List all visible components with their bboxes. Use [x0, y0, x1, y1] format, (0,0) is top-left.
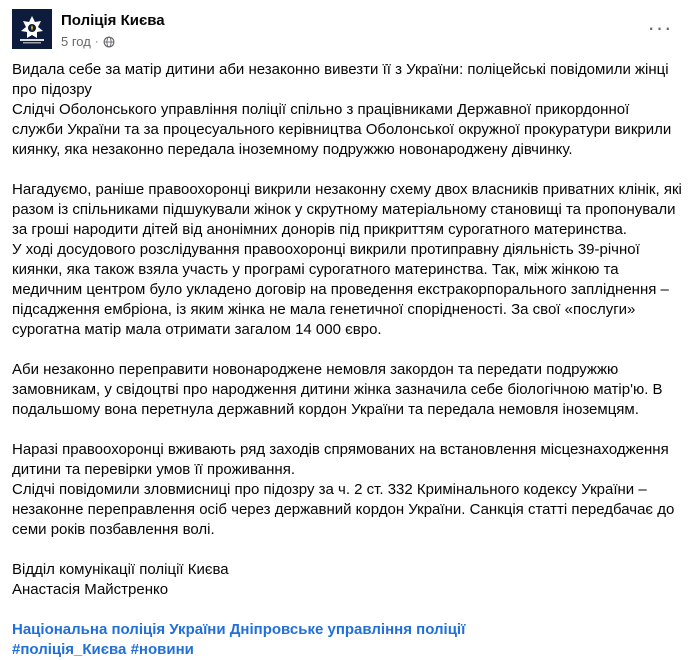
text-line: киянку, яка незаконно передала іноземному подружжю новонароджену дівчинку.	[12, 141, 573, 158]
post-meta	[61, 34, 115, 49]
text-line: подальшому вона перетнула державний кордон України та передала немовля іноземцям.	[12, 401, 639, 418]
hashtag-kyiv-police-link[interactable]: #поліція_Києва	[12, 641, 127, 658]
text-line: У ході досудового розслідування правоохоронці викрили протиправну діяльність 39-річної	[12, 241, 640, 258]
paragraph-background	[12, 180, 680, 340]
hashtag-news-link[interactable]: #новини	[130, 641, 194, 658]
text-line: сурогатна матір мала отримати загалом 14 000 євро.	[12, 321, 382, 338]
text-line: киянки, яка також взяла участь у програмі сурогатного материнства. Так, між жінкою та	[12, 261, 619, 278]
paragraph-details	[12, 360, 680, 420]
tag-national-police-link[interactable]: Національна поліція України	[12, 621, 226, 638]
text-line: Нагадуємо, раніше правоохоронці викрили незаконну схему двох власників приватних клінік, які	[12, 181, 682, 198]
text-line: Наразі правоохоронці вживають ряд заходів спрямованих на встановлення місцезнаходження	[12, 441, 669, 458]
paragraph-intro	[12, 60, 680, 160]
text-line: Видала себе за матір дитини аби незаконно вивезти її з України: поліцейські повідомили жінці	[12, 61, 669, 78]
text-line: разом із спільниками підшукували жінок у скрутному матеріальному становищі та пропонували	[12, 201, 676, 218]
text-line: замовникам, у свідоцтві про народження дитини жінка зазначила себе біологічною матір'ю. В	[12, 381, 663, 398]
text-line: служби України та за процесуального керівництва Оболонської окружної прокуратури викрили	[12, 121, 672, 138]
tags-line	[12, 640, 680, 660]
tags-line	[12, 620, 680, 640]
meta-separator: ·	[94, 35, 99, 48]
post-time[interactable]: 5 год	[61, 34, 91, 49]
text-line: незаконне переправлення осіб через державний кордон України. Санкція статті передбачає до	[12, 501, 675, 518]
more-options-icon[interactable]: ···	[647, 15, 673, 40]
text-line: Слідчі Оболонського управління поліції спільно з працівниками Державної прикордонної	[12, 101, 630, 118]
page-avatar[interactable]	[12, 9, 52, 49]
text-line: за гроші народити дітей від анонімних донорів під прикриттям сурогатного материнства.	[12, 221, 627, 238]
text-line: Аби незаконно переправити новонароджене немовля закордон та передати подружжю	[12, 361, 619, 378]
text-line: Анастасія Майстренко	[12, 581, 169, 598]
paragraph-signature	[12, 560, 680, 600]
text-line: медичним центром було укладено договір на проведення екстракорпорального запліднення –	[12, 281, 669, 298]
text-line: семи років позбавлення волі.	[12, 521, 215, 538]
tag-dnipro-police-link[interactable]: Дніпровське управління поліції	[229, 621, 466, 638]
text-line: підсадження ембріона, із яким жінка не мала генетичної спорідненості. За свої «послуги»	[12, 301, 636, 318]
police-logo-icon	[12, 9, 52, 49]
text-line: Слідчі повідомили зловмисниці про підозру за ч. 2 ст. 332 Кримінального кодексу України –	[12, 481, 647, 498]
globe-icon[interactable]	[103, 36, 115, 48]
post-tags	[12, 620, 680, 660]
text-line: про підозру	[12, 81, 92, 98]
paragraph-investigation	[12, 440, 680, 540]
text-line: Відділ комунікації поліції Києва	[12, 561, 229, 578]
post-body	[12, 60, 680, 660]
text-line: дитини та перевірки умов її проживання.	[12, 461, 296, 478]
page-name-link[interactable]: Поліція Києва	[61, 12, 165, 29]
post-header	[0, 0, 688, 60]
